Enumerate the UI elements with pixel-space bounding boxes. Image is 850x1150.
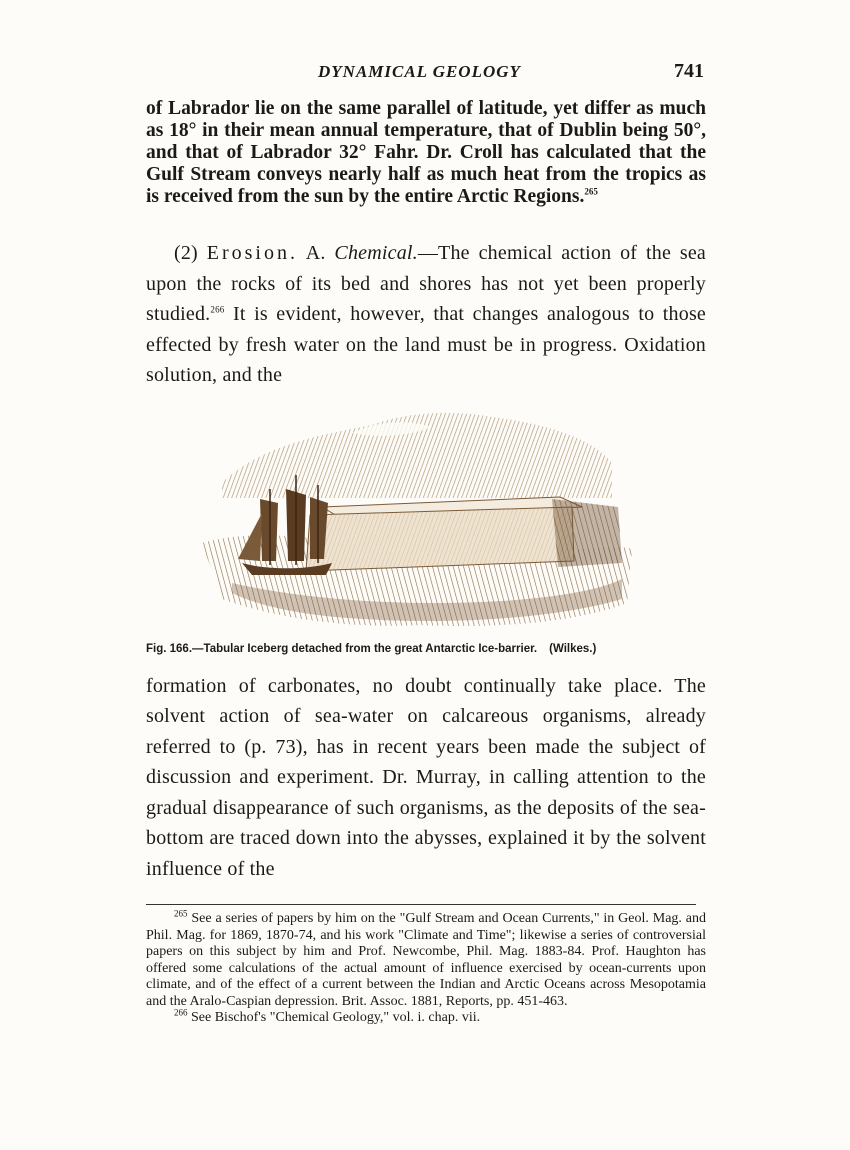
footnote-ref-265: 265 [584, 186, 598, 197]
iceberg-face-hatch [306, 507, 574, 571]
section-text-part1: —The chemical action of the sea upon the rocks of its bed and shores has not yet been properly studied. [146, 242, 706, 325]
lead-paragraph-text: of Labrador lie on the same parallel of latitude, yet differ as much as 18° in their mean annual temperature, that of Dublin being 50°, and that of Labrador 32° Fahr. Dr. Croll has calculated that the Gulf Stream conveys nearly half as much heat from the tropics as is received from the sun by the entire Arctic Regions. [146, 98, 706, 207]
footnote-ref-266: 266 [210, 304, 225, 315]
section-text-part2: It is evident, however, that changes analogous to those effected by fresh water on the land must be in progress. Oxidation solution, and the [146, 303, 706, 386]
footnote-number: 265 [174, 908, 188, 919]
footnote-number: 266 [174, 1007, 188, 1018]
running-title: DYNAMICAL GEOLOGY [318, 62, 521, 81]
section-heading: Erosion. [206, 242, 298, 264]
figure-label: Fig. 166. [146, 642, 193, 655]
footnote-265 [146, 908, 706, 1010]
subheading-letter: A. [305, 242, 326, 264]
section-erosion-paragraph [146, 238, 706, 391]
footnote-266 [146, 1007, 706, 1027]
page-number: 741 [674, 60, 704, 82]
figure-166 [146, 403, 706, 641]
footnotes [146, 908, 706, 1027]
iceberg-side-shade [552, 499, 622, 567]
figure-caption-text: —Tabular Iceberg detached from the great Antarctic Ice-barrier. [192, 642, 538, 655]
lead-paragraph [146, 98, 706, 208]
subheading: Chemical. [334, 242, 418, 264]
footnote-rule [146, 904, 696, 905]
page-header [146, 58, 706, 88]
footnote-text: See Bischof's "Chemical Geology," vol. i. chap. vii. [191, 1010, 481, 1025]
footnote-text: See a series of papers by him on the "Gulf Stream and Ocean Currents," in Geol. Mag. and Phil. Mag. for 1869, 1870-74, and his work "Climate and Time"; likewise a series of controversial papers on this subject by him and Prof. Newcombe, Phil. Mag. 1883-84. Prof. Haughton has offered some calculations of the actual amount of influence exercised by ocean-currents upon climate, and of the effect of a current between the Indian and Arctic Oceans across Mesopotamia and the Aralo-Caspian depression. Brit. Assoc. 1881, Reports, pp. 451-463. [146, 911, 706, 1009]
continuation-paragraph: formation of carbonates, no doubt continually take place. The solvent action of sea-water on calcareous organisms, already referred to (p. 73), has in recent years been made the subject of discussion and experiment. Dr. Murray, in calling attention to the gradual disappearance of such organisms, as the deposits of the sea-bottom are traced down into the abysses, explained it by the solvent influence of the [146, 674, 706, 880]
ship-sail-1 [260, 499, 278, 561]
section-number: (2) [174, 242, 198, 264]
figure-caption [146, 643, 706, 655]
book-page [146, 58, 706, 1027]
iceberg-illustration [202, 403, 632, 635]
figure-credit: (Wilkes.) [549, 642, 597, 655]
